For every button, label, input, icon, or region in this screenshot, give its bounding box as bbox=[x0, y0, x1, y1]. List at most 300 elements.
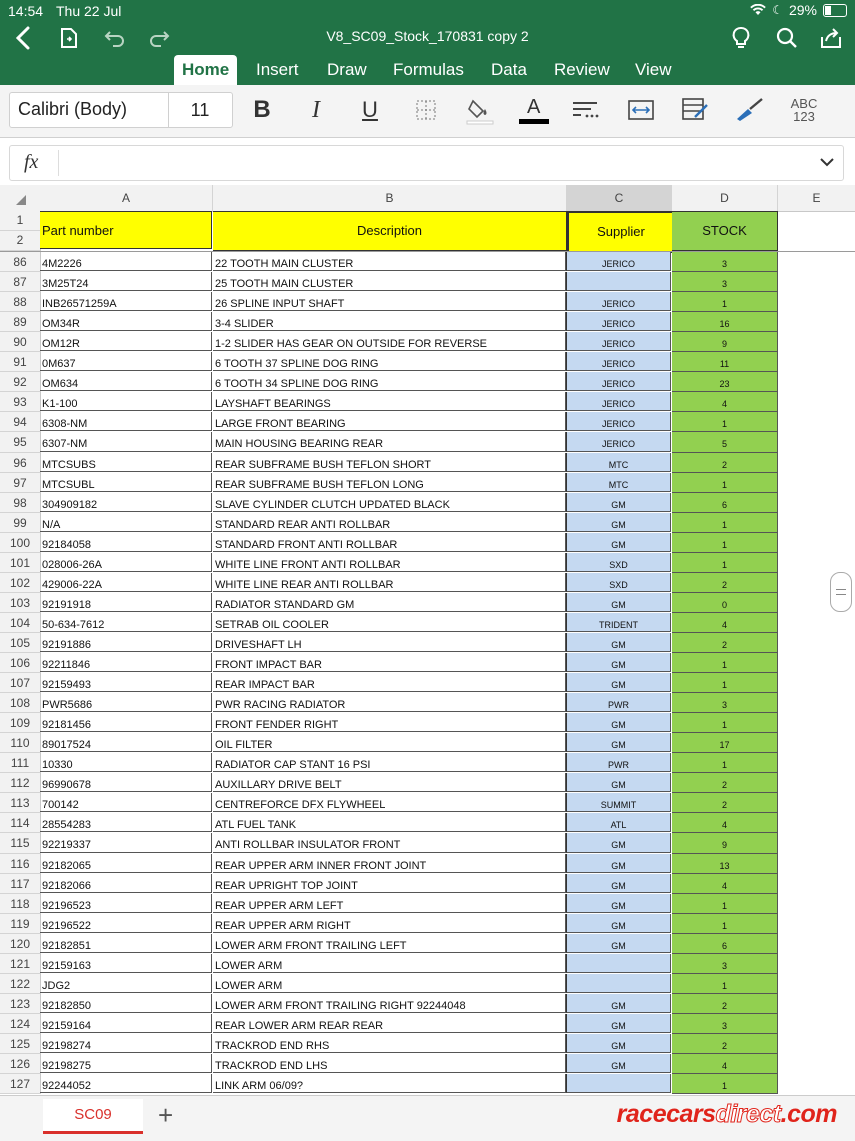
cell-stock[interactable]: 5 bbox=[672, 432, 778, 453]
select-all-corner[interactable] bbox=[0, 185, 41, 212]
cell-description[interactable]: ANTI ROLLBAR INSULATOR FRONT bbox=[213, 833, 566, 853]
column-header-c[interactable]: C bbox=[567, 185, 672, 212]
cell-description[interactable]: 6 TOOTH 37 SPLINE DOG RING bbox=[213, 352, 566, 371]
fill-color-icon[interactable] bbox=[464, 95, 496, 125]
cell-stock[interactable]: 2 bbox=[672, 633, 778, 653]
cell-stock[interactable]: 2 bbox=[672, 453, 778, 473]
cell-empty[interactable] bbox=[778, 894, 855, 913]
cell-stock[interactable]: 4 bbox=[672, 1054, 778, 1074]
row-number[interactable]: 100 bbox=[0, 533, 41, 553]
cell-description[interactable]: 1-2 SLIDER HAS GEAR ON OUTSIDE FOR REVERSE bbox=[213, 332, 566, 351]
search-icon[interactable] bbox=[774, 22, 800, 54]
cell-stock[interactable]: 9 bbox=[672, 332, 778, 352]
cell-description[interactable]: REAR UPRIGHT TOP JOINT bbox=[213, 874, 566, 893]
cell-stock[interactable]: 4 bbox=[672, 613, 778, 633]
borders-icon[interactable] bbox=[412, 95, 440, 125]
row-number[interactable]: 90 bbox=[0, 332, 41, 352]
cell-description[interactable]: PWR RACING RADIATOR bbox=[213, 693, 566, 712]
cell-supplier[interactable]: GM bbox=[566, 874, 671, 893]
cell-empty[interactable] bbox=[778, 272, 855, 291]
cell-description[interactable]: MAIN HOUSING BEARING REAR bbox=[213, 432, 566, 452]
cell-empty[interactable] bbox=[778, 874, 855, 893]
cell-part-number[interactable]: N/A bbox=[40, 513, 212, 532]
share-icon[interactable] bbox=[818, 22, 844, 54]
cell-supplier[interactable]: JERICO bbox=[566, 332, 671, 351]
cell-part-number[interactable]: 429006-22A bbox=[40, 573, 212, 592]
cell-part-number[interactable]: 92182066 bbox=[40, 874, 212, 893]
cell-supplier[interactable]: JERICO bbox=[566, 292, 671, 311]
cell-stock[interactable]: 1 bbox=[672, 412, 778, 432]
row-number[interactable]: 104 bbox=[0, 613, 41, 633]
cell-description[interactable]: LOWER ARM FRONT TRAILING LEFT bbox=[213, 934, 566, 953]
header-part-number[interactable]: Part number bbox=[40, 211, 212, 249]
cell-description[interactable]: SLAVE CYLINDER CLUTCH UPDATED BLACK bbox=[213, 493, 566, 512]
cell-part-number[interactable]: OM34R bbox=[40, 312, 212, 331]
cell-part-number[interactable]: INB26571259A bbox=[40, 292, 212, 311]
cell-stock[interactable]: 1 bbox=[672, 473, 778, 493]
cell-part-number[interactable]: 6308-NM bbox=[40, 412, 212, 431]
cell-description[interactable]: FRONT IMPACT BAR bbox=[213, 653, 566, 672]
cell-description[interactable]: STANDARD FRONT ANTI ROLLBAR bbox=[213, 533, 566, 552]
cell-stock[interactable]: 2 bbox=[672, 1034, 778, 1054]
cell-empty[interactable] bbox=[778, 974, 855, 993]
cell-description[interactable]: 25 TOOTH MAIN CLUSTER bbox=[213, 272, 566, 291]
cell-description[interactable]: RADIATOR STANDARD GM bbox=[213, 593, 566, 612]
cell-stock[interactable]: 1 bbox=[672, 513, 778, 533]
cell-supplier[interactable]: JERICO bbox=[566, 312, 671, 331]
cell-part-number[interactable]: PWR5686 bbox=[40, 693, 212, 712]
cell-description[interactable]: REAR UPPER ARM INNER FRONT JOINT bbox=[213, 854, 566, 873]
cell-supplier[interactable]: GM bbox=[566, 533, 671, 552]
table-row bbox=[0, 392, 855, 412]
row-number[interactable]: 97 bbox=[0, 473, 41, 493]
cell-empty[interactable] bbox=[778, 613, 855, 632]
italic-button[interactable]: I bbox=[312, 96, 320, 123]
cell-stock[interactable]: 1 bbox=[672, 974, 778, 994]
font-picker[interactable] bbox=[9, 92, 233, 128]
cell-empty[interactable] bbox=[778, 332, 855, 351]
cell-empty[interactable] bbox=[778, 392, 855, 411]
cell-empty[interactable] bbox=[778, 312, 855, 331]
cell-supplier[interactable]: GM bbox=[566, 513, 671, 532]
row-number[interactable]: 2 bbox=[0, 231, 41, 251]
cell-empty[interactable] bbox=[778, 553, 855, 572]
number-format-icon[interactable] bbox=[786, 95, 822, 125]
row-number[interactable]: 94 bbox=[0, 412, 41, 432]
cell-stock[interactable]: 4 bbox=[672, 813, 778, 833]
row-number[interactable]: 89 bbox=[0, 312, 41, 332]
cell-stock[interactable]: 4 bbox=[672, 392, 778, 412]
cell-empty[interactable] bbox=[778, 713, 855, 732]
cell-stock[interactable]: 23 bbox=[672, 372, 778, 392]
cell-stock[interactable]: 1 bbox=[672, 653, 778, 673]
cell-part-number[interactable]: 92182851 bbox=[40, 934, 212, 953]
row-number[interactable]: 99 bbox=[0, 513, 41, 533]
cell-part-number[interactable]: 10330 bbox=[40, 753, 212, 772]
formula-bar[interactable] bbox=[9, 145, 844, 181]
cell-stock[interactable]: 6 bbox=[672, 934, 778, 954]
row-number[interactable]: 101 bbox=[0, 553, 41, 573]
cell-supplier[interactable]: GM bbox=[566, 493, 671, 512]
cell-part-number[interactable]: MTCSUBL bbox=[40, 473, 212, 492]
cell-description[interactable]: AUXILLARY DRIVE BELT bbox=[213, 773, 566, 792]
cell-stock[interactable]: 1 bbox=[672, 894, 778, 914]
cell-part-number[interactable]: 92196523 bbox=[40, 894, 212, 913]
cell-part-number[interactable]: 304909182 bbox=[40, 493, 212, 512]
underline-button[interactable]: U bbox=[362, 97, 378, 122]
row-number[interactable]: 123 bbox=[0, 994, 41, 1014]
cell-empty[interactable] bbox=[778, 793, 855, 812]
row-number[interactable]: 113 bbox=[0, 793, 41, 813]
cell-supplier[interactable]: JERICO bbox=[566, 432, 671, 452]
cell-description[interactable]: LINK ARM 06/09? bbox=[213, 1074, 566, 1093]
row-number[interactable]: 105 bbox=[0, 633, 41, 653]
row-number[interactable]: 93 bbox=[0, 392, 41, 412]
table-row bbox=[0, 292, 855, 312]
font-color-icon[interactable] bbox=[518, 95, 550, 125]
cell-empty[interactable] bbox=[778, 432, 855, 452]
cell-description[interactable]: TRACKROD END RHS bbox=[213, 1034, 566, 1053]
cell-stock[interactable]: 1 bbox=[672, 533, 778, 553]
row-number[interactable]: 102 bbox=[0, 573, 41, 593]
cell-supplier[interactable]: GM bbox=[566, 593, 671, 612]
cell-part-number[interactable]: 92198274 bbox=[40, 1034, 212, 1053]
table-row bbox=[0, 312, 855, 332]
table-row bbox=[0, 894, 855, 914]
row-number[interactable]: 118 bbox=[0, 894, 41, 914]
row-number[interactable]: 112 bbox=[0, 773, 41, 793]
cell-empty[interactable] bbox=[778, 513, 855, 532]
tab-review[interactable]: Review bbox=[554, 60, 610, 79]
cell-supplier[interactable]: GM bbox=[566, 833, 671, 853]
cell-part-number[interactable]: 028006-26A bbox=[40, 553, 212, 572]
cell-description[interactable]: REAR UPPER ARM LEFT bbox=[213, 894, 566, 913]
table-row bbox=[0, 833, 855, 854]
cell-supplier[interactable]: PWR bbox=[566, 693, 671, 712]
cell-stock[interactable]: 16 bbox=[672, 312, 778, 332]
row-number[interactable]: 127 bbox=[0, 1074, 41, 1094]
cell-empty[interactable] bbox=[778, 1054, 855, 1073]
cell-stock[interactable]: 3 bbox=[672, 272, 778, 292]
cell-part-number[interactable]: 50-634-7612 bbox=[40, 613, 212, 632]
cell-description[interactable]: 22 TOOTH MAIN CLUSTER bbox=[213, 252, 566, 271]
cell-stock[interactable]: 1 bbox=[672, 1074, 778, 1094]
row-number[interactable]: 115 bbox=[0, 833, 41, 854]
cell-empty[interactable] bbox=[778, 1074, 855, 1093]
cell-stock[interactable]: 1 bbox=[672, 673, 778, 693]
cell-part-number[interactable]: 96990678 bbox=[40, 773, 212, 792]
cell-part-number[interactable]: 92159493 bbox=[40, 673, 212, 692]
row-number[interactable]: 117 bbox=[0, 874, 41, 894]
cell-stock[interactable]: 2 bbox=[672, 793, 778, 813]
cell-part-number[interactable]: 92159164 bbox=[40, 1014, 212, 1033]
cell-stock[interactable]: 11 bbox=[672, 352, 778, 372]
styles-brush-icon[interactable] bbox=[733, 95, 767, 125]
format-cells-icon[interactable] bbox=[680, 95, 712, 125]
cell-description[interactable]: LARGE FRONT BEARING bbox=[213, 412, 566, 431]
cell-stock[interactable]: 17 bbox=[672, 733, 778, 753]
row-number[interactable]: 122 bbox=[0, 974, 41, 994]
cell-supplier[interactable] bbox=[566, 272, 671, 291]
cell-part-number[interactable]: 92196522 bbox=[40, 914, 212, 933]
cell-supplier[interactable]: GM bbox=[566, 914, 671, 933]
cell-stock[interactable]: 3 bbox=[672, 954, 778, 974]
row-number[interactable]: 126 bbox=[0, 1054, 41, 1074]
cell-description[interactable]: CENTREFORCE DFX FLYWHEEL bbox=[213, 793, 566, 812]
row-number[interactable]: 111 bbox=[0, 753, 41, 773]
row-number[interactable]: 92 bbox=[0, 372, 41, 392]
cell-empty[interactable] bbox=[778, 854, 855, 873]
header-description[interactable]: Description bbox=[213, 211, 567, 251]
row-number[interactable]: 98 bbox=[0, 493, 41, 513]
cell-stock[interactable]: 6 bbox=[672, 493, 778, 513]
cell-description[interactable]: 26 SPLINE INPUT SHAFT bbox=[213, 292, 566, 311]
row-number[interactable]: 116 bbox=[0, 854, 41, 874]
row-number[interactable]: 106 bbox=[0, 653, 41, 673]
cell-part-number[interactable]: 89017524 bbox=[40, 733, 212, 752]
cell-description[interactable]: REAR SUBFRAME BUSH TEFLON SHORT bbox=[213, 453, 566, 472]
cell-empty[interactable] bbox=[778, 473, 855, 492]
cell-supplier[interactable]: GM bbox=[566, 653, 671, 672]
cell-description[interactable]: 6 TOOTH 34 SPLINE DOG RING bbox=[213, 372, 566, 391]
table-row bbox=[0, 813, 855, 833]
row-number[interactable]: 120 bbox=[0, 934, 41, 954]
cell-empty[interactable] bbox=[778, 653, 855, 672]
cell-part-number[interactable]: 92182850 bbox=[40, 994, 212, 1013]
cell-empty[interactable] bbox=[778, 1014, 855, 1033]
cell-stock[interactable]: 2 bbox=[672, 573, 778, 593]
row-number[interactable]: 91 bbox=[0, 352, 41, 372]
cell-part-number[interactable]: 92219337 bbox=[40, 833, 212, 853]
cell-supplier[interactable]: MTC bbox=[566, 453, 671, 472]
cell-part-number[interactable]: K1-100 bbox=[40, 392, 212, 411]
cell-part-number[interactable]: 0M637 bbox=[40, 352, 212, 371]
cell-part-number[interactable]: 92191918 bbox=[40, 593, 212, 612]
cell-part-number[interactable]: 3M25T24 bbox=[40, 272, 212, 291]
table-row bbox=[0, 854, 855, 874]
cell-description[interactable]: STANDARD REAR ANTI ROLLBAR bbox=[213, 513, 566, 532]
cell-part-number[interactable]: JDG2 bbox=[40, 974, 212, 993]
cell-description[interactable]: REAR IMPACT BAR bbox=[213, 673, 566, 692]
cell-empty[interactable] bbox=[778, 753, 855, 772]
cell-stock[interactable]: 1 bbox=[672, 914, 778, 934]
cell-part-number[interactable]: 92244052 bbox=[40, 1074, 212, 1093]
align-icon[interactable] bbox=[570, 95, 600, 125]
cell-supplier[interactable]: TRIDENT bbox=[566, 613, 671, 632]
cell-description[interactable]: LOWER ARM bbox=[213, 954, 566, 973]
tab-formulas[interactable]: Formulas bbox=[393, 60, 464, 79]
cell-description[interactable]: REAR LOWER ARM REAR REAR bbox=[213, 1014, 566, 1033]
header-stock[interactable]: STOCK bbox=[672, 211, 778, 251]
cell-description[interactable]: WHITE LINE REAR ANTI ROLLBAR bbox=[213, 573, 566, 592]
font-name[interactable]: Calibri (Body) bbox=[18, 99, 128, 119]
row-number[interactable]: 119 bbox=[0, 914, 41, 934]
row-number[interactable]: 87 bbox=[0, 272, 41, 292]
cell-part-number[interactable]: OM634 bbox=[40, 372, 212, 391]
lightbulb-icon[interactable] bbox=[728, 22, 754, 54]
cell-supplier[interactable]: GM bbox=[566, 1014, 671, 1033]
cell-part-number[interactable]: 92159163 bbox=[40, 954, 212, 973]
row-number[interactable]: 96 bbox=[0, 453, 41, 473]
cell-stock[interactable]: 3 bbox=[672, 252, 778, 272]
cell-supplier[interactable]: GM bbox=[566, 633, 671, 652]
row-number[interactable]: 121 bbox=[0, 954, 41, 974]
cell-part-number[interactable]: 28554283 bbox=[40, 813, 212, 832]
cell-description[interactable]: LAYSHAFT BEARINGS bbox=[213, 392, 566, 411]
cell-description[interactable]: DRIVESHAFT LH bbox=[213, 633, 566, 652]
cell-supplier[interactable] bbox=[566, 1074, 671, 1093]
cell-supplier[interactable]: GM bbox=[566, 894, 671, 913]
cell-empty[interactable] bbox=[778, 453, 855, 472]
cell-stock[interactable]: 13 bbox=[672, 854, 778, 874]
cell-empty[interactable] bbox=[778, 954, 855, 973]
watermark-part3: .com bbox=[780, 1100, 837, 1128]
cell-description[interactable]: RADIATOR CAP STANT 16 PSI bbox=[213, 753, 566, 772]
cell-stock[interactable]: 3 bbox=[672, 693, 778, 713]
bold-button[interactable]: B bbox=[253, 96, 271, 123]
cell-description[interactable]: OIL FILTER bbox=[213, 733, 566, 752]
cell-supplier[interactable]: ATL bbox=[566, 813, 671, 832]
cell-supplier[interactable]: MTC bbox=[566, 473, 671, 492]
row-number[interactable]: 95 bbox=[0, 432, 41, 453]
cell-supplier[interactable]: SUMMIT bbox=[566, 793, 671, 812]
cell-part-number[interactable]: MTCSUBS bbox=[40, 453, 212, 472]
cell-stock[interactable]: 1 bbox=[672, 553, 778, 573]
chevron-down-icon[interactable] bbox=[817, 152, 837, 172]
tab-draw[interactable]: Draw bbox=[327, 60, 367, 79]
row-number[interactable]: 110 bbox=[0, 733, 41, 753]
cell-description[interactable]: LOWER ARM FRONT TRAILING RIGHT 92244048 bbox=[213, 994, 566, 1013]
wrap-text-icon[interactable] bbox=[626, 95, 656, 125]
cell-empty[interactable] bbox=[778, 673, 855, 692]
cell-empty[interactable] bbox=[778, 412, 855, 431]
cell-description[interactable]: FRONT FENDER RIGHT bbox=[213, 713, 566, 732]
cell-supplier[interactable] bbox=[566, 954, 671, 973]
cell-empty[interactable] bbox=[778, 1034, 855, 1053]
cell-part-number[interactable]: 92181456 bbox=[40, 713, 212, 732]
cell-supplier[interactable]: GM bbox=[566, 934, 671, 953]
cell-description[interactable]: REAR SUBFRAME BUSH TEFLON LONG bbox=[213, 473, 566, 492]
cell-empty[interactable] bbox=[778, 833, 855, 853]
cell-part-number[interactable]: 92191886 bbox=[40, 633, 212, 652]
cell-supplier[interactable]: GM bbox=[566, 1054, 671, 1073]
cell-empty[interactable] bbox=[778, 633, 855, 652]
add-sheet-button[interactable]: + bbox=[158, 1100, 174, 1130]
cell-empty[interactable] bbox=[778, 994, 855, 1013]
cell-description[interactable]: LOWER ARM bbox=[213, 974, 566, 993]
cell-empty[interactable] bbox=[778, 533, 855, 552]
cell-stock[interactable]: 1 bbox=[672, 713, 778, 733]
cell-empty[interactable] bbox=[778, 693, 855, 712]
cell-stock[interactable]: 1 bbox=[672, 753, 778, 773]
cell-supplier[interactable]: JERICO bbox=[566, 412, 671, 431]
row-number[interactable]: 124 bbox=[0, 1014, 41, 1034]
cell-empty[interactable] bbox=[778, 914, 855, 933]
app-top-bar bbox=[0, 0, 855, 85]
cell-empty[interactable] bbox=[778, 252, 855, 271]
column-header-d[interactable]: D bbox=[672, 185, 778, 212]
cell-stock[interactable]: 2 bbox=[672, 773, 778, 793]
cell-part-number[interactable]: 92184058 bbox=[40, 533, 212, 552]
cell-part-number[interactable]: 92211846 bbox=[40, 653, 212, 672]
cell-supplier[interactable]: PWR bbox=[566, 753, 671, 772]
row-number[interactable]: 114 bbox=[0, 813, 41, 833]
scrollbar-handle[interactable] bbox=[830, 572, 852, 612]
row-number[interactable]: 109 bbox=[0, 713, 41, 733]
cell-supplier[interactable]: JERICO bbox=[566, 392, 671, 411]
tab-data[interactable]: Data bbox=[491, 60, 527, 79]
tab-insert[interactable]: Insert bbox=[256, 60, 299, 79]
cell-description[interactable]: SETRAB OIL COOLER bbox=[213, 613, 566, 632]
header-supplier[interactable]: Supplier bbox=[567, 211, 675, 253]
cell-supplier[interactable]: GM bbox=[566, 733, 671, 752]
cell-description[interactable]: REAR UPPER ARM RIGHT bbox=[213, 914, 566, 933]
cell-empty[interactable] bbox=[778, 372, 855, 391]
row-number[interactable]: 107 bbox=[0, 673, 41, 693]
cell-supplier[interactable]: GM bbox=[566, 673, 671, 692]
cell-description[interactable]: WHITE LINE FRONT ANTI ROLLBAR bbox=[213, 553, 566, 572]
cell-empty[interactable] bbox=[778, 292, 855, 311]
cell-supplier[interactable]: JERICO bbox=[566, 372, 671, 391]
cell-stock[interactable]: 1 bbox=[672, 292, 778, 312]
cell-part-number[interactable]: 4M2226 bbox=[40, 252, 212, 271]
cell-empty[interactable] bbox=[778, 352, 855, 371]
cell-empty[interactable] bbox=[778, 493, 855, 512]
sheet-tab-sc09[interactable]: SC09 bbox=[43, 1099, 143, 1134]
column-header-a[interactable]: A bbox=[40, 185, 213, 212]
cell-stock[interactable]: 0 bbox=[672, 593, 778, 613]
row-number[interactable]: 88 bbox=[0, 292, 41, 312]
cell-supplier[interactable]: SXD bbox=[566, 573, 671, 592]
cell-supplier[interactable]: GM bbox=[566, 773, 671, 792]
tab-view[interactable]: View bbox=[635, 60, 672, 79]
row-number[interactable]: 125 bbox=[0, 1034, 41, 1054]
column-header-b[interactable]: B bbox=[213, 185, 567, 212]
font-size[interactable]: 11 bbox=[168, 93, 231, 127]
cell-part-number[interactable]: 700142 bbox=[40, 793, 212, 812]
cell-empty[interactable] bbox=[778, 813, 855, 832]
cell-supplier[interactable]: GM bbox=[566, 713, 671, 732]
row-number[interactable]: 86 bbox=[0, 252, 41, 272]
cell-part-number[interactable]: 92182065 bbox=[40, 854, 212, 873]
cell-description[interactable]: ATL FUEL TANK bbox=[213, 813, 566, 832]
cell-supplier[interactable]: GM bbox=[566, 994, 671, 1013]
cell-part-number[interactable]: 6307-NM bbox=[40, 432, 212, 452]
row-number[interactable]: 108 bbox=[0, 693, 41, 713]
cell-supplier[interactable]: JERICO bbox=[566, 352, 671, 371]
cell-supplier[interactable]: GM bbox=[566, 1034, 671, 1053]
cell-part-number[interactable]: 92198275 bbox=[40, 1054, 212, 1073]
cell-empty[interactable] bbox=[778, 733, 855, 752]
cell-part-number[interactable]: OM12R bbox=[40, 332, 212, 351]
cell-stock[interactable]: 3 bbox=[672, 1014, 778, 1034]
row-number[interactable]: 103 bbox=[0, 593, 41, 613]
cell-stock[interactable]: 4 bbox=[672, 874, 778, 894]
row-number[interactable]: 1 bbox=[0, 211, 41, 231]
cell-supplier[interactable]: SXD bbox=[566, 553, 671, 572]
cell-empty[interactable] bbox=[778, 934, 855, 953]
cell-stock[interactable]: 2 bbox=[672, 994, 778, 1014]
cell-supplier[interactable]: GM bbox=[566, 854, 671, 873]
column-header-e[interactable]: E bbox=[778, 185, 855, 212]
cell-supplier[interactable]: JERICO bbox=[566, 252, 671, 271]
cell-description[interactable]: TRACKROD END LHS bbox=[213, 1054, 566, 1073]
tab-home[interactable]: Home bbox=[174, 55, 237, 85]
cell-empty[interactable] bbox=[778, 773, 855, 792]
cell-description[interactable]: 3-4 SLIDER bbox=[213, 312, 566, 331]
cell-stock[interactable]: 9 bbox=[672, 833, 778, 854]
cell-supplier[interactable] bbox=[566, 974, 671, 993]
